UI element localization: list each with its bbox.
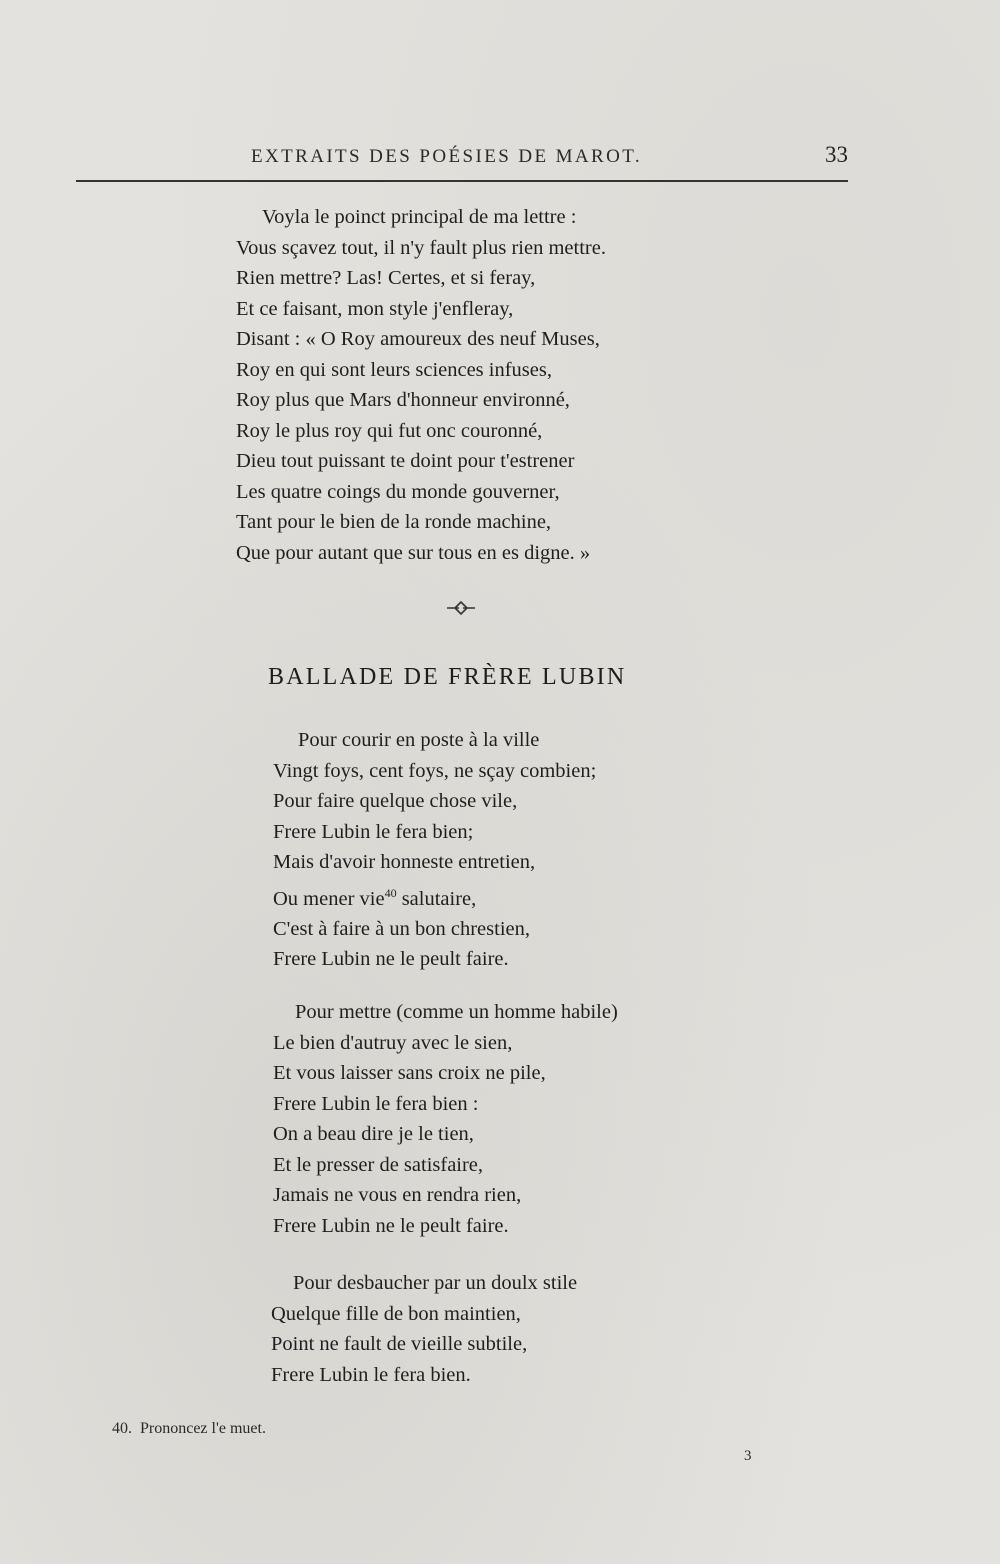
verse-line: Vous sçavez tout, il n'y fault plus rien mettre. <box>236 236 606 259</box>
footnote-ref: 40 <box>384 885 397 900</box>
verse-line: Et ce faisant, mon style j'enfleray, <box>236 297 514 320</box>
verse-line: Tant pour le bien de la ronde machine, <box>236 511 552 533</box>
verse-line: Frere Lubin ne le peult faire. <box>273 1214 509 1237</box>
section-ornament <box>445 598 477 618</box>
verse-line: Que pour autant que sur tous en es digne. » <box>236 541 591 564</box>
verse-line: Les quatre coings du monde gouverner, <box>236 480 560 503</box>
verse-line: On a beau dire je le tien, <box>273 1123 474 1145</box>
verse-line: Pour faire quelque chose vile, <box>273 790 518 812</box>
verse-line: Roy le plus roy qui fut onc couronné, <box>236 419 543 442</box>
verse-line: Dieu tout puissant te doint pour t'estrener <box>236 450 575 472</box>
ballad-stanza-2 <box>273 997 618 1241</box>
verse-text: Ou mener vie <box>273 887 385 910</box>
footnote-text: Prononcez l'e muet. <box>140 1420 266 1437</box>
ballad-title: BALLADE DE FRÈRE LUBIN <box>268 664 627 690</box>
verse-line: Frere Lubin le fera bien; <box>273 820 474 843</box>
footnote-number: 40. <box>112 1420 132 1437</box>
page-header <box>76 140 848 174</box>
header-rule <box>76 180 848 182</box>
verse-line: C'est à faire à un bon chrestien, <box>273 917 531 940</box>
verse-line: Quelque fille de bon maintien, <box>271 1302 521 1325</box>
verse-line: Et vous laisser sans croix ne pile, <box>273 1062 546 1084</box>
verse-line: Pour mettre (comme un homme habile) <box>295 1001 618 1023</box>
verse-line: Roy en qui sont leurs sciences infuses, <box>236 358 552 381</box>
verse-line: Le bien d'autruy avec le sien, <box>273 1031 513 1054</box>
verse-line: Pour courir en poste à la ville <box>298 729 540 751</box>
verse-line: Mais d'avoir honneste entretien, <box>273 851 536 873</box>
verse-line: Rien mettre? Las! Certes, et si feray, <box>236 267 536 289</box>
verse-line: Frere Lubin le fera bien. <box>271 1363 471 1386</box>
verse-line: Frere Lubin ne le peult faire. <box>273 948 509 971</box>
verse-line: Et le presser de satisfaire, <box>273 1153 484 1176</box>
ballad-stanza-1 <box>273 725 596 975</box>
ballad-stanza-3 <box>271 1268 577 1390</box>
signature-mark: 3 <box>744 1448 752 1464</box>
verse-line: Disant : « O Roy amoureux des neuf Muses, <box>236 328 600 350</box>
verse-line: Frere Lubin le fera bien : <box>273 1092 479 1115</box>
verse-line: Roy plus que Mars d'honneur environné, <box>236 389 570 411</box>
verse-line: Point ne fault de vieille subtile, <box>271 1333 528 1355</box>
verse-line <box>273 878 596 914</box>
running-title: EXTRAITS DES POÉSIES DE MAROT. <box>251 146 642 167</box>
verse-line: Vingt foys, cent foys, ne sçay combien; <box>273 759 597 782</box>
verse-line: Voyla le poinct principal de ma lettre : <box>262 206 577 228</box>
footnote <box>112 1420 266 1438</box>
epistle-verse <box>236 202 606 568</box>
verse-text: salutaire, <box>396 887 477 910</box>
page-number: 33 <box>825 142 848 167</box>
verse-line: Pour desbaucher par un doulx stile <box>293 1272 578 1294</box>
verse-line: Jamais ne vous en rendra rien, <box>273 1184 522 1206</box>
